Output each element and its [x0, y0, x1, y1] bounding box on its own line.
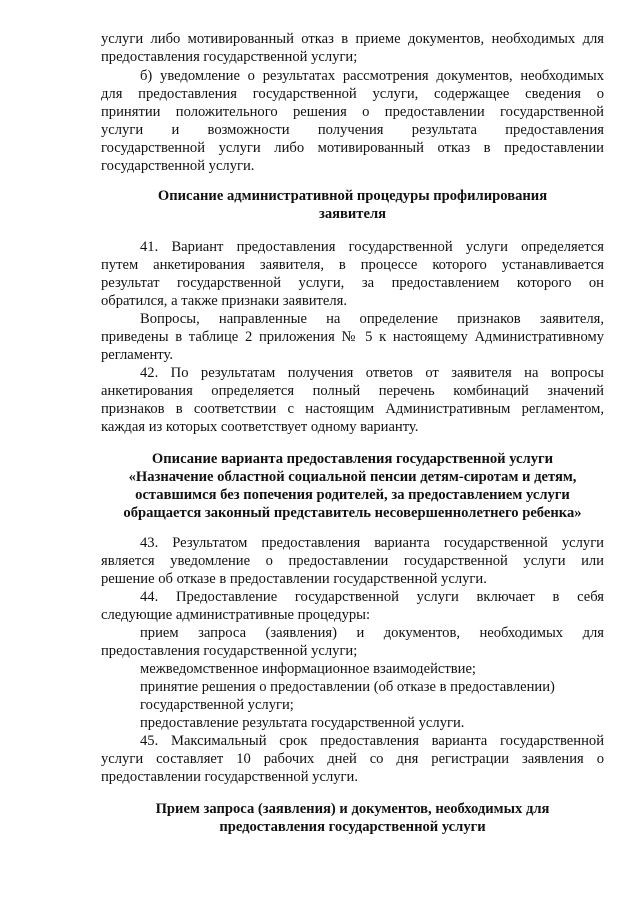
text-line: предоставления государственной услуги;: [101, 49, 358, 65]
text-line: анкетирования определяется полный перечень комбинаций значений: [101, 383, 604, 399]
text-line: 44. Предоставление государственной услуги включает в себя: [140, 589, 604, 605]
text-line: межведомственное информационное взаимодействие;: [140, 661, 476, 677]
section-heading-line: Прием запроса (заявления) и документов, необходимых для: [155, 801, 550, 817]
text-line: государственной услуги;: [140, 697, 294, 713]
section-heading-line: оставшимся без попечения родителей, за предоставлением услуги: [135, 487, 570, 503]
text-line: услуги составляет 10 рабочих дней со дня регистрации заявления о: [101, 751, 604, 767]
text-line: государственной услуги либо мотивированный отказ в предоставлении: [101, 140, 604, 156]
text-line: признаков в соответствии с настоящим Административным регламентом,: [101, 401, 604, 417]
text-line: предоставление результата государственной услуги.: [140, 715, 465, 731]
text-line: для предоставления государственной услуги, содержащее сведения о: [101, 86, 604, 102]
text-line: регламенту.: [101, 347, 173, 363]
text-line: каждая из которых соответствует одному варианту.: [101, 419, 419, 435]
text-line: решение об отказе в предоставлении государственной услуги.: [101, 571, 487, 587]
text-line: является уведомление о предоставлении государственной услуги или: [101, 553, 604, 569]
text-line: б) уведомление о результатах рассмотрения документов, необходимых: [140, 68, 604, 84]
text-line: 43. Результатом предоставления варианта государственной услуги: [140, 535, 604, 551]
text-line: следующие административные процедуры:: [101, 607, 371, 623]
text-line: услуги либо мотивированный отказ в приеме документов, необходимых для: [101, 31, 604, 47]
text-line: Вопросы, направленные на определение признаков заявителя,: [140, 311, 604, 327]
section-heading-line: предоставления государственной услуги: [219, 819, 486, 835]
text-line: предоставлении государственной услуги.: [101, 769, 358, 785]
text-line: прием запроса (заявления) и документов, необходимых для: [140, 625, 604, 641]
text-line: приведены в таблице 2 приложения № 5 к настоящему Административному: [101, 329, 604, 345]
section-heading-line: Описание варианта предоставления государственной услуги: [151, 451, 554, 467]
text-line: услуги и возможности получения результата предоставления: [101, 122, 604, 138]
text-line: обратился, а также признаки заявителя.: [101, 293, 348, 309]
text-line: 41. Вариант предоставления государственной услуги определяется: [140, 239, 604, 255]
section-heading-line: Описание административной процедуры профилирования: [157, 188, 548, 204]
section-heading-line: обращается законный представитель несовершеннолетнего ребенка»: [123, 505, 582, 521]
section-heading-line: заявителя: [318, 206, 387, 222]
text-line: государственной услуги.: [101, 158, 255, 174]
text-line: принятие решения о предоставлении (об отказе в предоставлении): [140, 679, 555, 695]
text-line: путем анкетирования заявителя, в процессе которого устанавливается: [101, 257, 604, 273]
section-heading-line: «Назначение областной социальной пенсии детям-сиротам и детям,: [128, 469, 577, 485]
text-line: предоставления государственной услуги;: [101, 643, 358, 659]
text-line: 42. По результатам получения ответов от заявителя на вопросы: [140, 365, 604, 381]
text-line: результат государственной услуги, за предоставлением которого он: [101, 275, 604, 291]
text-line: принятии положительного решения о предоставлении государственной: [101, 104, 604, 120]
text-line: 45. Максимальный срок предоставления варианта государственной: [140, 733, 604, 749]
